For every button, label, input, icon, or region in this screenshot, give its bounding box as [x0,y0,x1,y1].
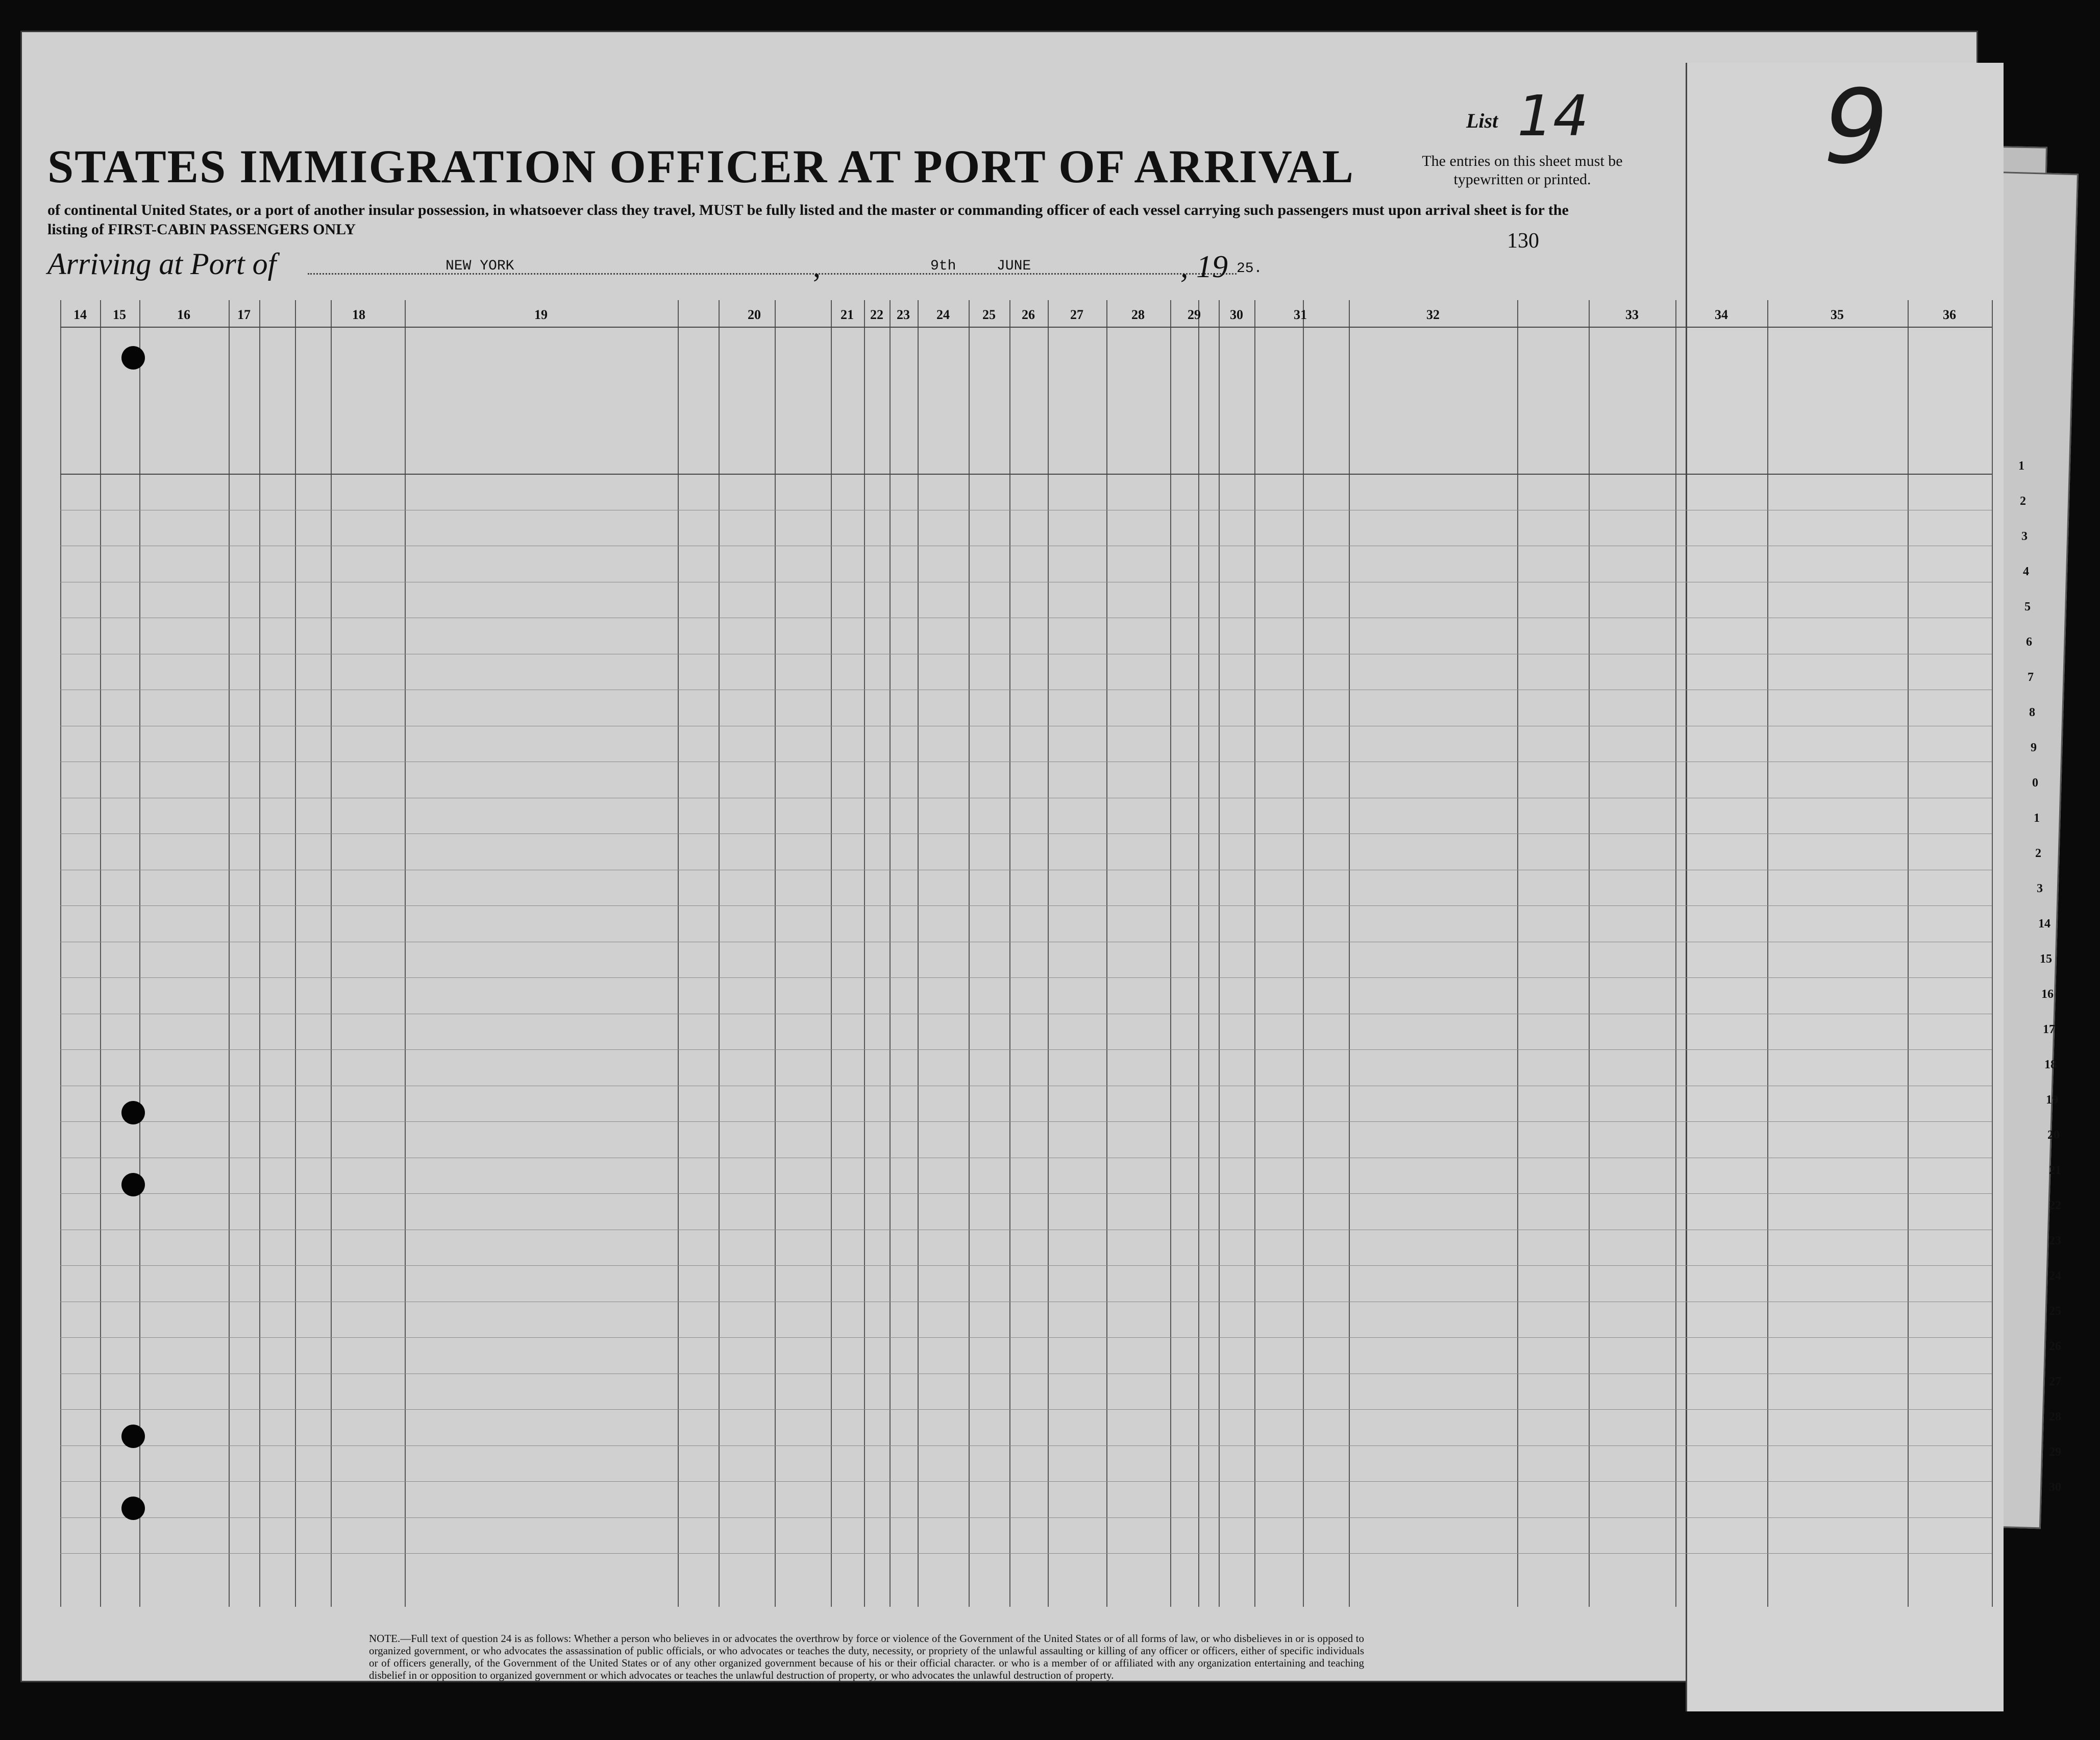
edge-row-number: 1 [2018,459,2024,473]
corner-page-number: 9 [1823,68,1889,187]
table-column-divider [405,300,406,1607]
column-number: 23 [897,307,910,322]
edge-row-number: 5 [2024,600,2031,614]
arrival-year-suffix: 25. [1237,261,1263,277]
header-intends-citizen [779,351,825,469]
column-number: 19 [534,307,548,322]
column-number: 34 [1715,307,1728,322]
edge-row-number: 9 [2031,741,2037,754]
sheet-number: 130 [1507,229,1539,253]
column-number: 27 [1070,307,1083,322]
manifest-sheet [20,31,1978,1682]
table-column-divider [1106,300,1107,1607]
edge-row-number: 23 [2049,1234,2061,1247]
edge-row-number: 28 [2049,1410,2061,1424]
arrival-year-prefix: , 19 [1180,250,1228,284]
edge-row-number: 6 [2026,635,2032,649]
table-column-divider [295,300,296,1607]
punch-hole [121,1497,145,1520]
table-column-divider [775,300,776,1607]
header-length-of-stay [724,351,770,469]
table-row-rule [60,1121,1992,1122]
header-q25 [971,351,1007,469]
table-row-rule [60,1193,1992,1194]
table-column-divider [229,300,230,1607]
table-row-rule [60,1409,1992,1410]
column-number: 30 [1230,307,1243,322]
table-column-divider [678,300,679,1607]
entries-note: The entries on this sheet must be typewritten or printed. [1422,153,1623,188]
table-column-divider [1219,300,1220,1607]
edge-row-number: 7 [2028,671,2034,684]
arrival-month: JUNE [997,258,1031,274]
table-column-divider [864,300,865,1607]
table-column-divider [719,300,720,1607]
edge-row-number: 19 [2046,1093,2058,1107]
column-number: 36 [1943,307,1956,322]
table-column-divider [890,300,891,1607]
arrival-day: 9th [930,258,956,274]
column-number: 14 [73,307,87,322]
column-number: 31 [1294,307,1307,322]
column-number: 32 [1426,307,1440,322]
table-column-divider [1170,300,1171,1607]
table-column-divider [918,300,919,1607]
table-row-rule [60,1445,1992,1446]
arrival-comma: , [813,250,821,283]
column-number: 29 [1188,307,1201,322]
punch-hole [121,1101,145,1124]
column-number: 24 [936,307,950,322]
column-number: 26 [1022,307,1035,322]
table-row-rule [60,905,1992,906]
manifest-table [60,300,1992,1607]
table-column-divider [1009,300,1010,1607]
edge-row-number: 15 [2040,952,2052,966]
table-row-rule [60,1553,1992,1554]
table-column-divider [1517,300,1518,1607]
list-label: List [1466,109,1498,132]
table-column-divider [1908,300,1909,1607]
table-column-divider [331,300,332,1607]
column-number: 28 [1131,307,1145,322]
table-row-rule [60,1265,1992,1266]
header-feet [1176,418,1191,458]
table-column-divider [100,300,101,1607]
edge-row-number: 14 [2038,917,2050,930]
edge-row-number: 27 [2049,1375,2061,1388]
edge-row-number: 16 [2041,988,2054,1001]
table-column-divider [831,300,832,1607]
edge-row-number: 17 [2043,1023,2055,1036]
edge-row-number: 26 [2049,1340,2061,1353]
punch-hole [121,1173,145,1196]
punch-hole [121,346,145,370]
edge-row-number: 22 [2049,1199,2061,1212]
edge-row-number: 1 [2034,812,2040,825]
edge-row-number: 3 [2021,530,2028,543]
column-number: 35 [1831,307,1844,322]
column-number: 22 [870,307,883,322]
header-prison [833,351,862,469]
header-q26 [1014,351,1044,469]
table-column-divider [259,300,260,1607]
table-column-divider [1675,300,1676,1607]
table-column-divider [1048,300,1049,1607]
column-number: 33 [1625,307,1639,322]
table-column-divider [1303,300,1304,1607]
table-column-divider [1254,300,1255,1607]
column-number: 25 [982,307,996,322]
edge-row-number: 0 [2032,776,2038,790]
header-intends-return [682,351,717,469]
table-column-divider [1992,300,1993,1607]
edge-row-number: 18 [2044,1058,2057,1071]
edge-row-number: 8 [2029,706,2035,719]
table-row-rule [60,1517,1992,1518]
punch-hole [121,1425,145,1448]
list-number: 14 [1517,83,1589,149]
table-row-rule [60,1481,1992,1482]
table-column-divider [1589,300,1590,1607]
header-polygamist [867,351,887,469]
table-column-divider [1349,300,1350,1607]
table-column-divider [1198,300,1199,1607]
table-row-rule [60,977,1992,978]
arrival-port: NEW YORK [446,258,514,274]
edge-row-number: 29 [2049,1445,2061,1459]
table-column-divider [60,300,61,1607]
edge-row-number: 20 [2047,1129,2060,1142]
table-header-rule [60,327,1992,328]
page-title: STATES IMMIGRATION OFFICER AT PORT OF ARRIVAL [47,140,1354,192]
column-number: 20 [748,307,761,322]
edge-row-number: 3 [2037,882,2043,895]
edge-row-number: 2 [2035,847,2041,860]
table-column-divider [139,300,140,1607]
column-number: 18 [352,307,365,322]
edge-row-number: 25 [2049,1305,2061,1318]
edge-row-number: 24 [2049,1269,2061,1283]
table-row-rule [60,1049,1992,1050]
arriving-label: Arriving at Port of [47,247,277,281]
column-number: 17 [237,307,251,322]
table-row-rule [60,1337,1992,1338]
edge-row-number: 21 [2049,1164,2061,1177]
header-money [232,351,257,469]
column-number: 16 [177,307,190,322]
edge-row-number: 2 [2020,495,2026,508]
edge-row-number: 30 [2049,1481,2061,1494]
table-header-rule [60,474,1992,475]
footnote: NOTE.—Full text of question 24 is as follows: Whether a person who believes in or advocates the overthrow by force or violence of the Government of the United States or of all forms of law, or who disbelieves in or is opposed to organized government, or who advocates the assassination of public officials, or who advocates or teaches the duty, necessity, or propriety of the unlawful assaulting or killing of any officer or officers, either of specific individuals or of officers generally, of the Government of the United States or of any other organized government because of his or their official character. or who is a member of or affiliated with any organization entertaining and teaching disbelief in or opposition to organized government or which advocates or teaches the unlawful destruction of property, or who advocates the unlawful destruction of property. [369,1632,1364,1681]
regulation-text: of continental United States, or a port of another insular possession, in whatsoever class they travel, MUST be fully listed and the master or commanding officer of each vessel carrying such passengers must upon arrival sheet is for the listing of FIRST-CABIN PASSENGERS ONLY [47,202,1569,238]
edge-row-number: 4 [2023,565,2029,578]
column-number: 21 [841,307,854,322]
table-column-divider [1767,300,1768,1607]
column-number: 15 [113,307,126,322]
table-column-divider [969,300,970,1607]
header-q24 [923,351,963,469]
header-anarchist [893,351,913,469]
header-inches [1202,407,1218,458]
